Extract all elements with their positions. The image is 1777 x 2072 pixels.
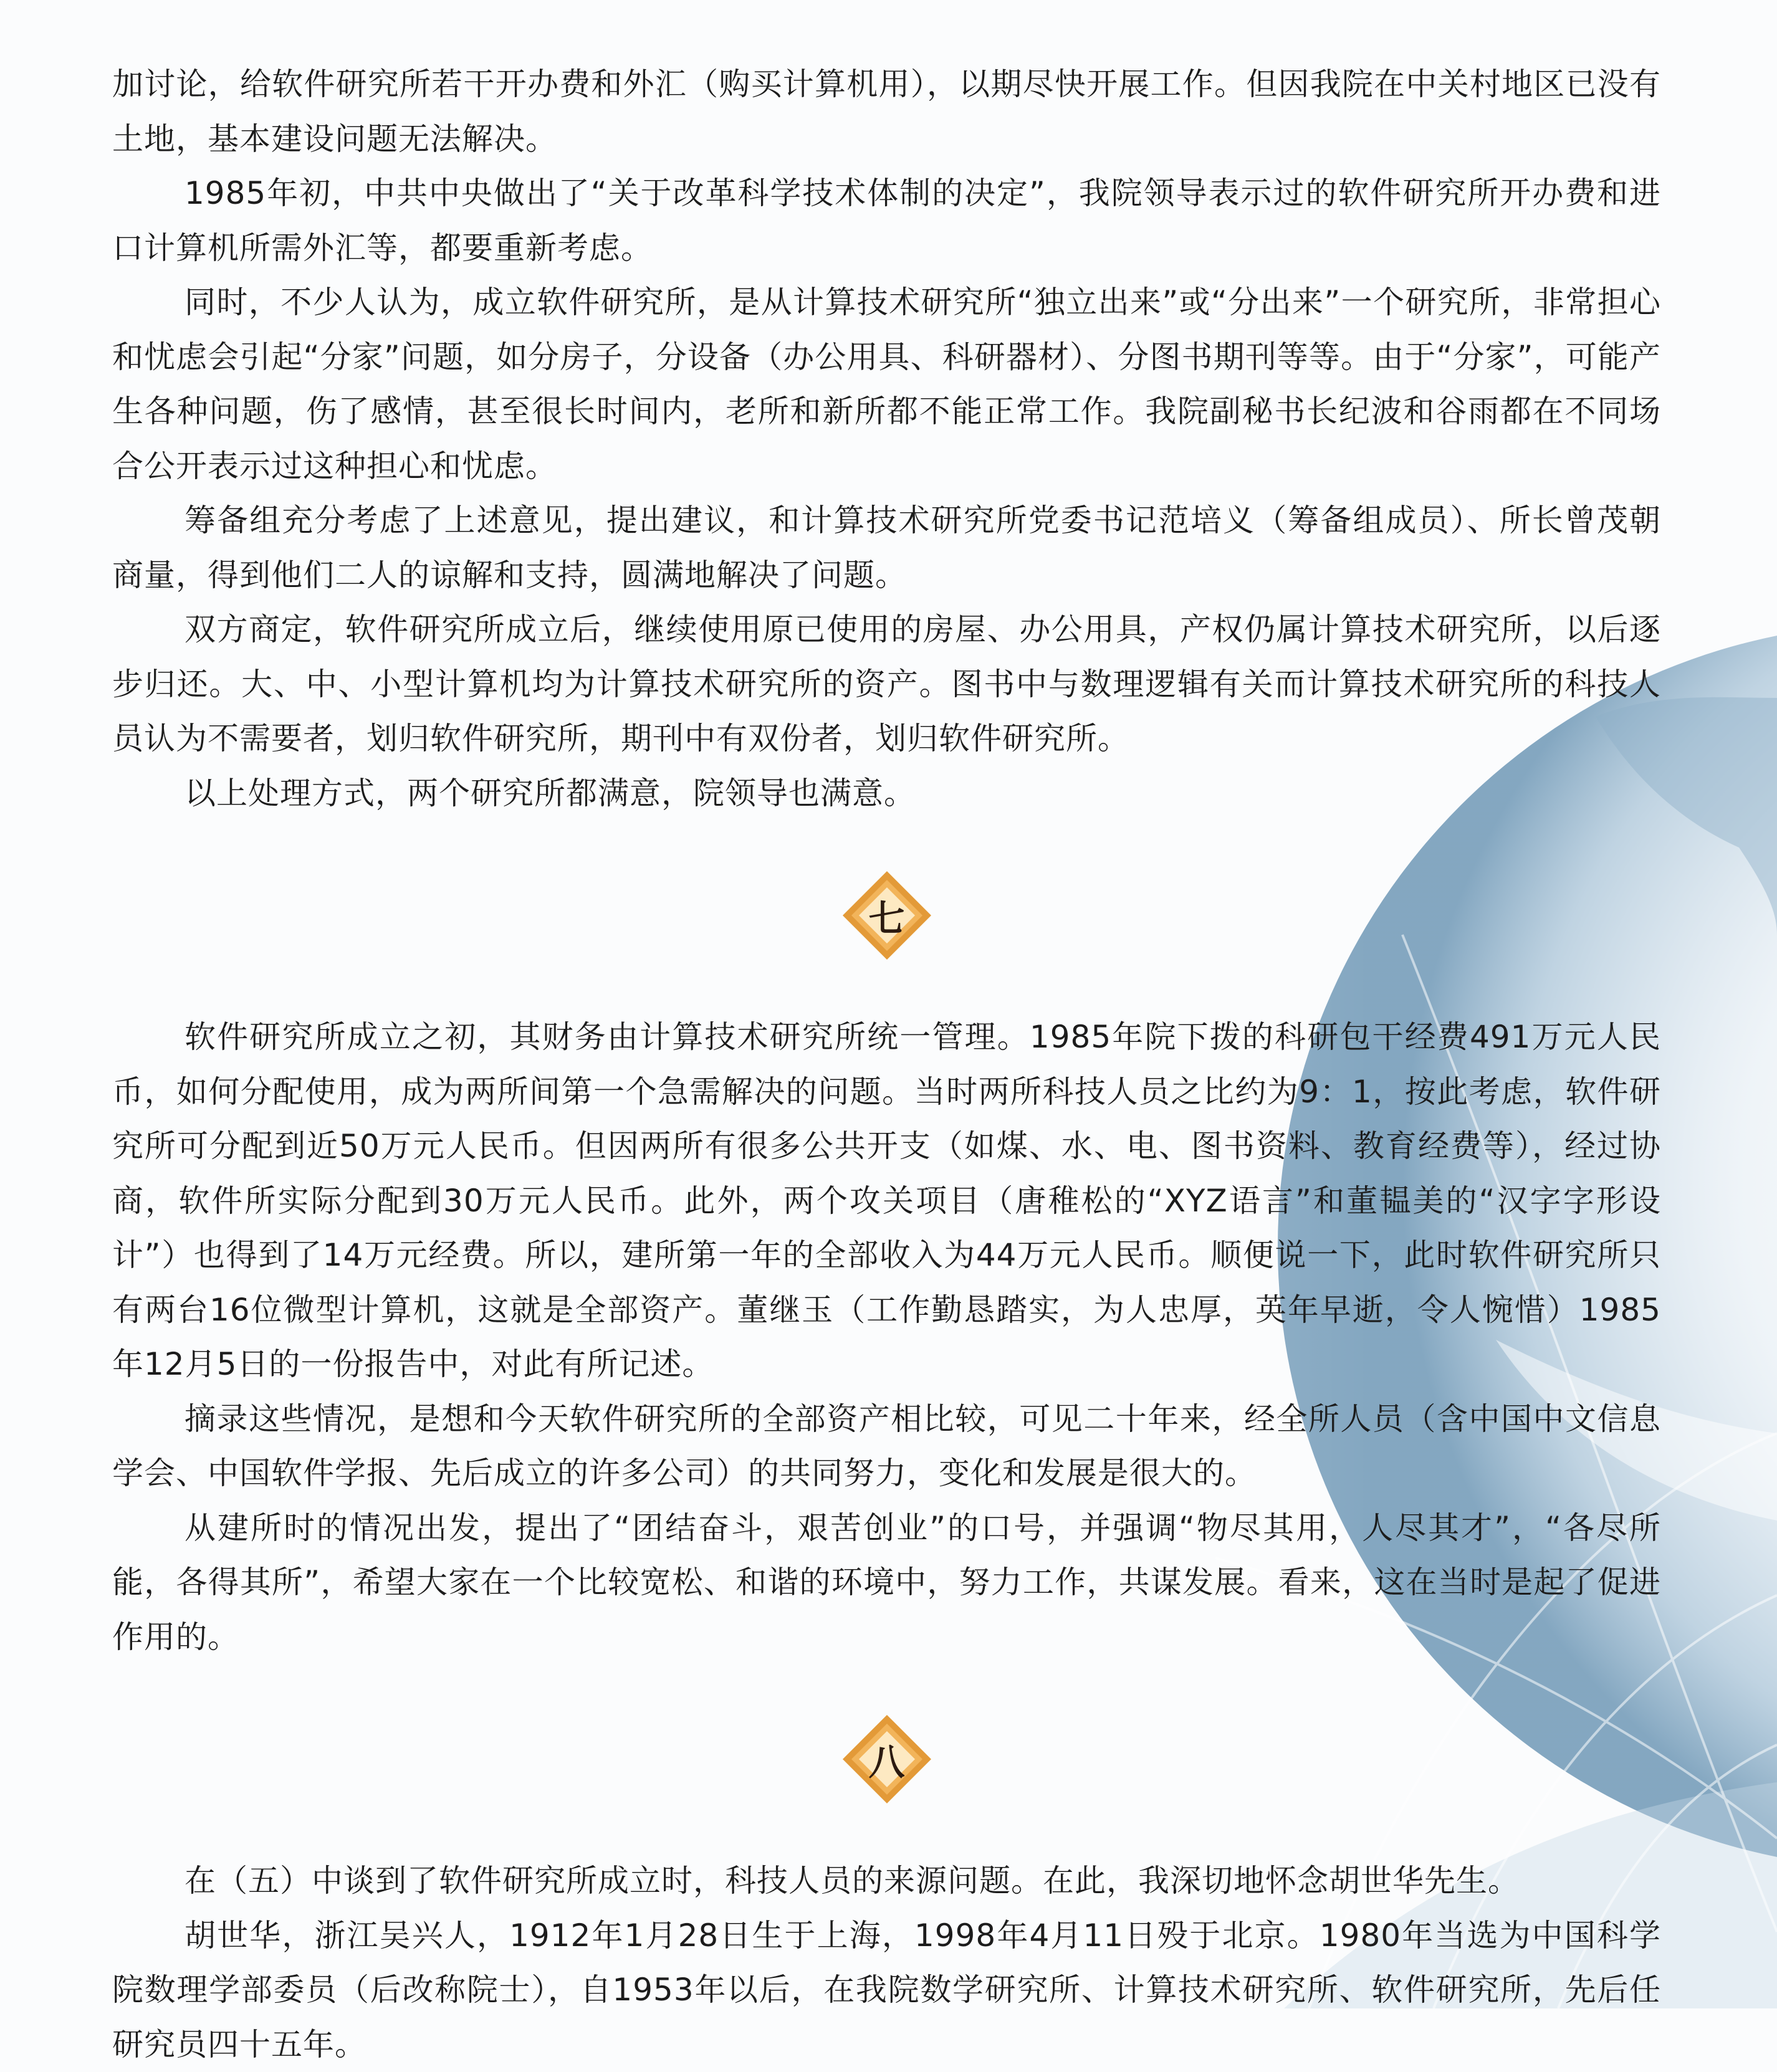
section-marker-8 [112, 1664, 1661, 1854]
paragraph: 加讨论，给软件研究所若干开办费和外汇（购买计算机用），以期尽快开展工作。但因我院在中关村地区已没有土地，基本建设问题无法解决。 [112, 57, 1661, 166]
paragraph: 从建所时的情况出发，提出了“团结奋斗，艰苦创业”的口号，并强调“物尽其用，人尽其才”，“各尽所能，各得其所”，希望大家在一个比较宽松、和谐的环境中，努力工作，共谋发展。看来，这在当时是起了促进作用的。 [112, 1501, 1661, 1665]
paragraph: 在（五）中谈到了软件研究所成立时，科技人员的来源问题。在此，我深切地怀念胡世华先生。 [112, 1854, 1661, 1909]
section-number: 七 [840, 869, 934, 962]
paragraph: 同时，不少人认为，成立软件研究所，是从计算技术研究所“独立出来”或“分出来”一个研究所，非常担心和忧虑会引起“分家”问题，如分房子，分设备（办公用具、科研器材）、分图书期刊等等。由于“分家”，可能产生各种问题，伤了感情，甚至很长时间内，老所和新所都不能正常工作。我院副秘书长纪波和谷雨都在不同场合公开表示过这种担心和忧虑。 [112, 275, 1661, 494]
text-block-part3 [112, 1854, 1661, 2072]
text-block-part2 [112, 1010, 1661, 1664]
paragraph: 双方商定，软件研究所成立后，继续使用原已使用的房屋、办公用具，产权仍属计算技术研究所，以后逐步归还。大、中、小型计算机均为计算技术研究所的资产。图书中与数理逻辑有关而计算技术研究所的科技人员认为不需要者，划归软件研究所，期刊中有双份者，划归软件研究所。 [112, 603, 1661, 766]
document-body [112, 57, 1661, 2072]
paragraph: 1985年初，中共中央做出了“关于改革科学技术体制的决定”，我院领导表示过的软件研究所开办费和进口计算机所需外汇等，都要重新考虑。 [112, 166, 1661, 275]
paragraph: 摘录这些情况，是想和今天软件研究所的全部资产相比较，可见二十年来，经全所人员（含中国中文信息学会、中国软件学报、先后成立的许多公司）的共同努力，变化和发展是很大的。 [112, 1392, 1661, 1501]
paragraph: 以上处理方式，两个研究所都满意，院领导也满意。 [112, 766, 1661, 821]
section-marker-7 [112, 821, 1661, 1010]
paragraph: 胡世华，浙江吴兴人，1912年1月28日生于上海，1998年4月11日殁于北京。1980年当选为中国科学院数理学部委员（后改称院士），自1953年以后，在我院数学研究所、计算技术研究所、软件研究所，先后任研究员四十五年。 [112, 1909, 1661, 2072]
section-number: 八 [840, 1712, 934, 1806]
paragraph: 筹备组充分考虑了上述意见，提出建议，和计算技术研究所党委书记范培义（筹备组成员）、所长曾茂朝商量，得到他们二人的谅解和支持，圆满地解决了问题。 [112, 494, 1661, 603]
text-block-part1 [112, 57, 1661, 821]
paragraph: 软件研究所成立之初，其财务由计算技术研究所统一管理。1985年院下拨的科研包干经费491万元人民币，如何分配使用，成为两所间第一个急需解决的问题。当时两所科技人员之比约为9：1，按此考虑，软件研究所可分配到近50万元人民币。但因两所有很多公共开支（如煤、水、电、图书资料、教育经费等），经过协商，软件所实际分配到30万元人民币。此外，两个攻关项目（唐稚松的“XYZ语言”和董韫美的“汉字字形设计”）也得到了14万元经费。所以，建所第一年的全部收入为44万元人民币。顺便说一下，此时软件研究所只有两台16位微型计算机，这就是全部资产。董继玉（工作勤恳踏实，为人忠厚，英年早逝，令人惋惜）1985年12月5日的一份报告中，对此有所记述。 [112, 1010, 1661, 1392]
